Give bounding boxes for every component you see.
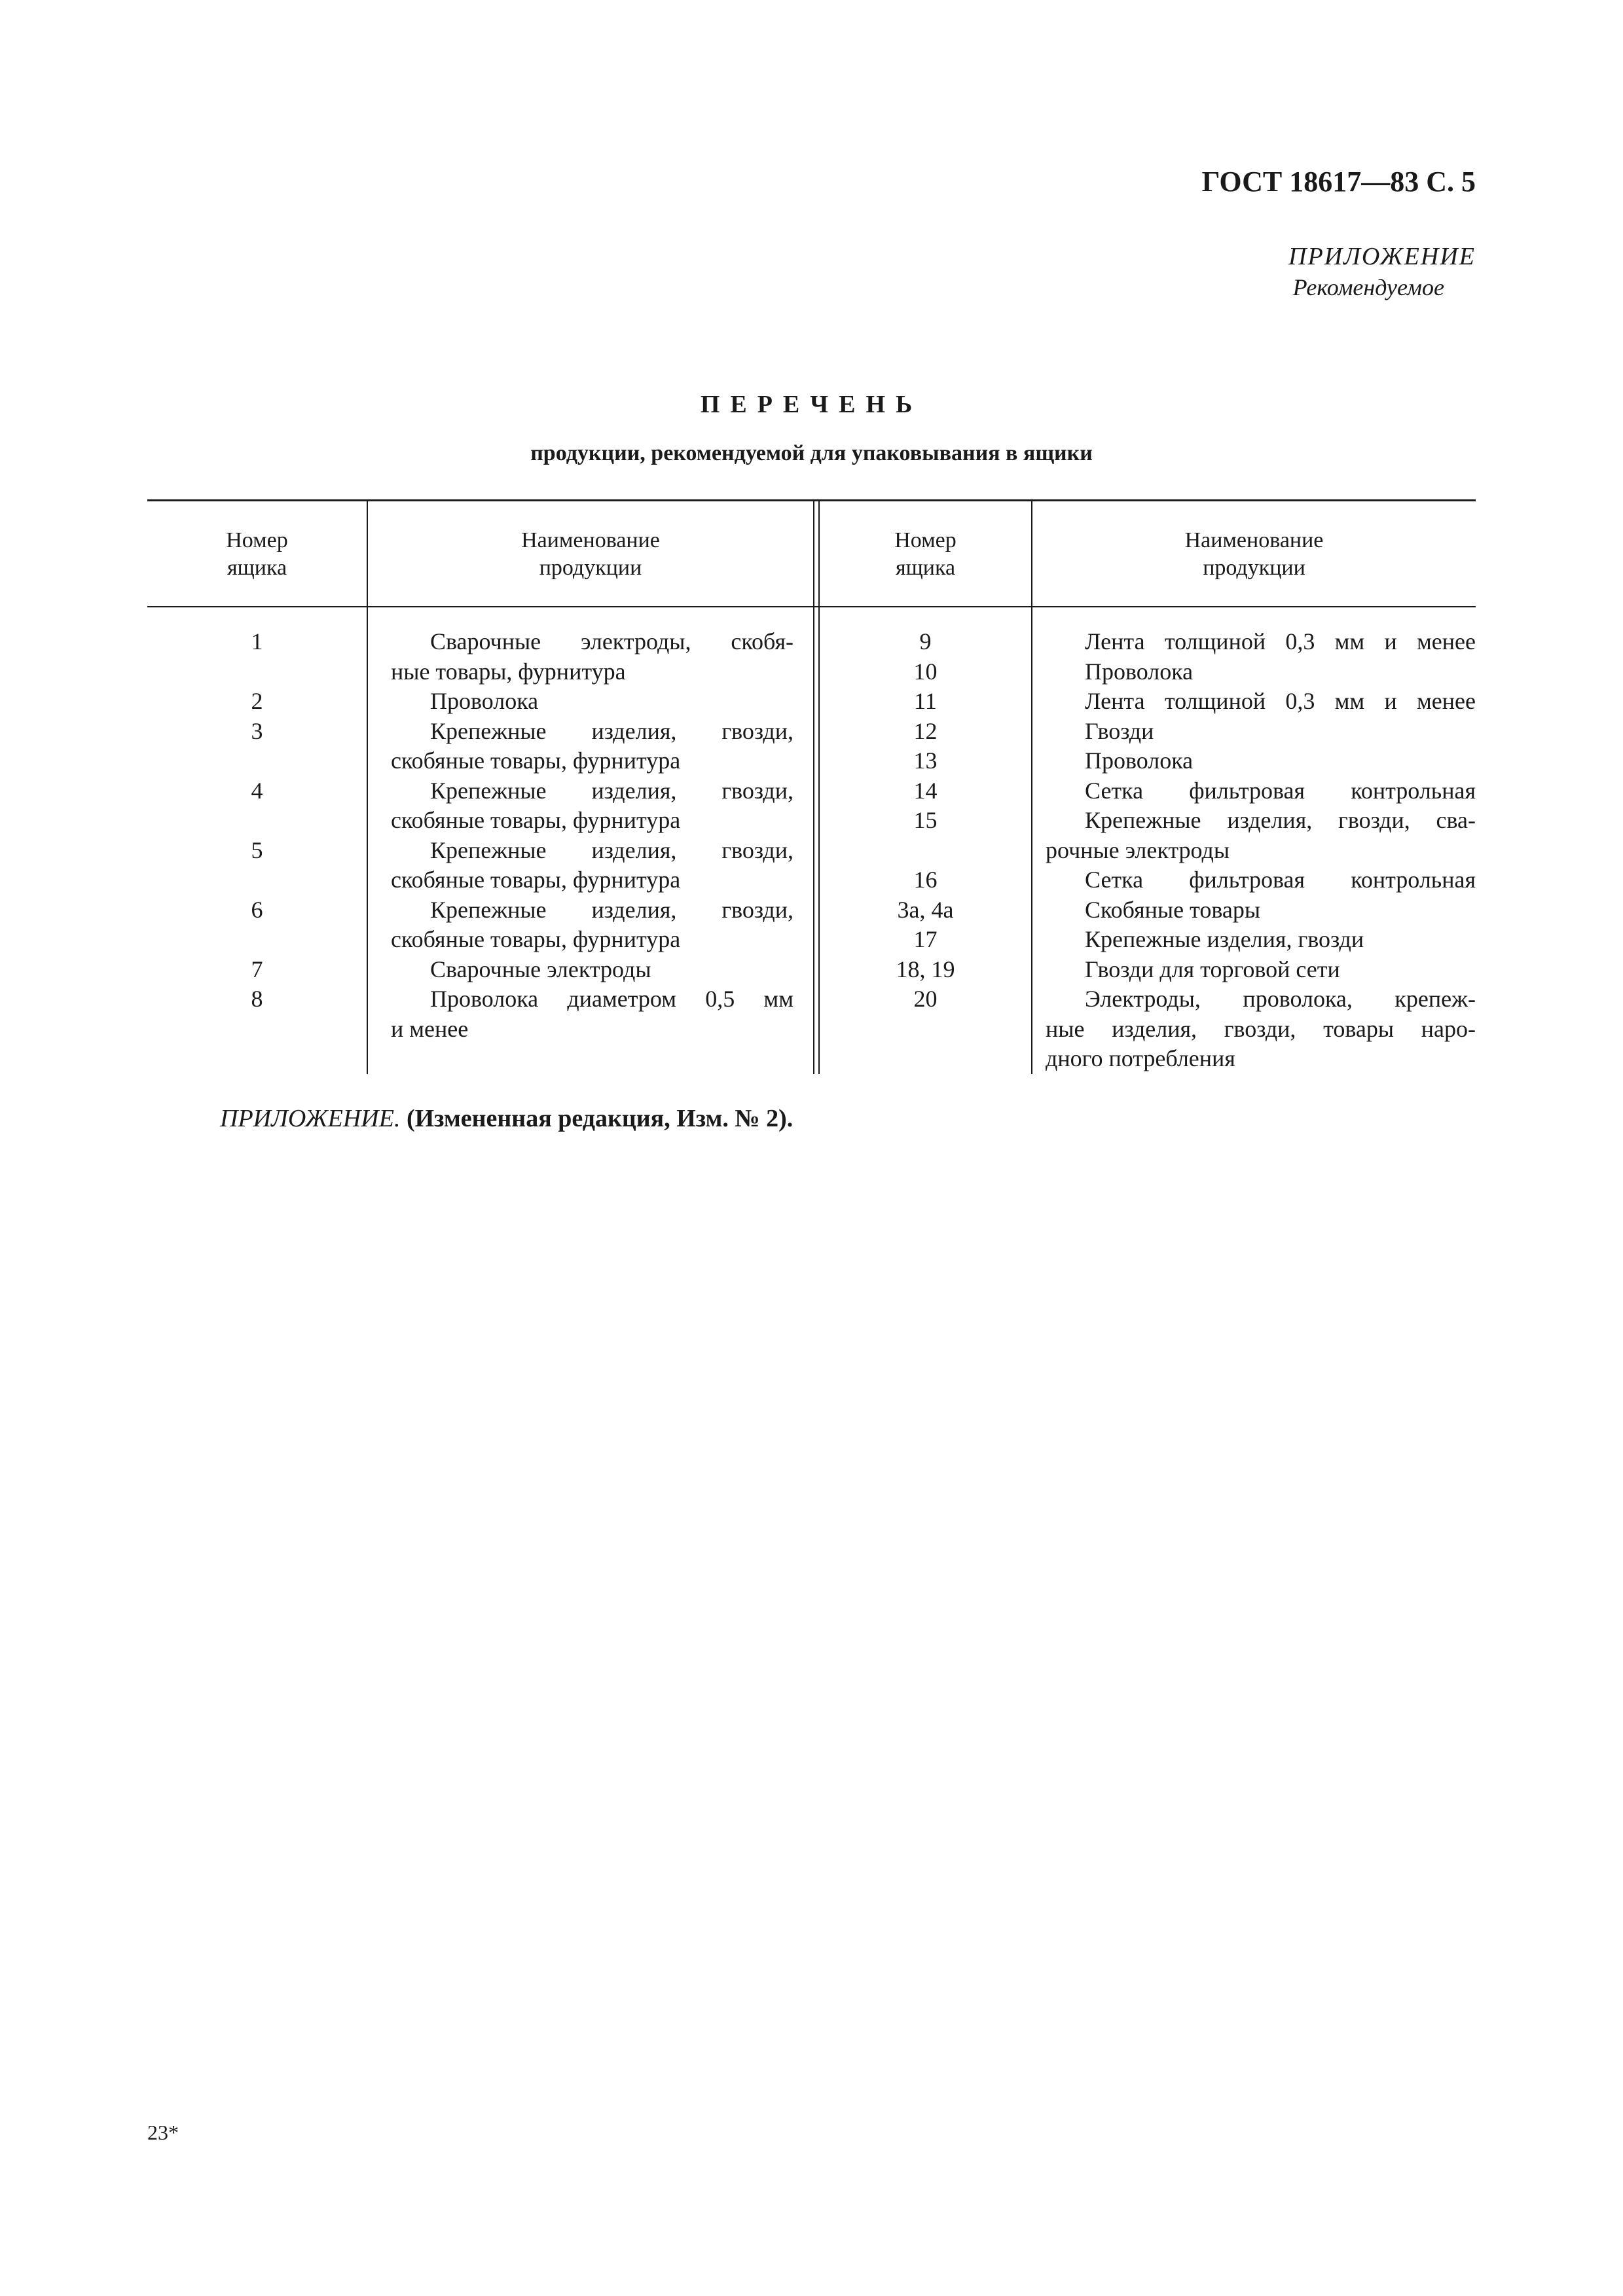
product-name-column-left	[391, 627, 793, 1044]
box-number-cell: 11	[914, 688, 937, 714]
product-name-line: рочные электроды	[1046, 836, 1230, 863]
box-number-cell	[820, 1014, 1031, 1045]
box-number-cell: 20	[913, 986, 938, 1012]
revision-note-text: (Измененная редакция, Изм. № 2).	[406, 1105, 793, 1132]
box-number-cell: 16	[913, 867, 938, 893]
box-number-cell: 15	[913, 807, 938, 833]
column-divider	[367, 501, 368, 1074]
product-name-line: Крепежные изделия, гвозди,	[430, 896, 793, 923]
box-number-cell: 8	[251, 986, 263, 1012]
product-name-line: Сетка фильтровая контрольная	[1085, 777, 1476, 804]
product-name-line: Крепежные изделия, гвозди, сва-	[1085, 807, 1476, 833]
appendix-label: ПРИЛОЖЕНИЕ	[1288, 243, 1476, 270]
appendix-status: Рекомендуемое	[1292, 274, 1444, 300]
product-name-line: Крепежные изделия, гвозди,	[430, 836, 793, 863]
product-name-line: скобяные товары, фурнитура	[391, 807, 681, 833]
product-table	[147, 499, 1476, 1075]
box-number-cell: 14	[913, 777, 938, 804]
product-name-line: и менее	[391, 1015, 469, 1042]
table-header-rule	[147, 606, 1476, 607]
revision-note-label: ПРИЛОЖЕНИЕ.	[220, 1105, 401, 1132]
document-subtitle: продукции, рекомендуемой для упаковывания в ящики	[530, 441, 1093, 465]
product-name-line: Крепежные изделия, гвозди,	[430, 717, 793, 744]
box-number-cell: 9	[919, 628, 932, 655]
product-name-line: скобяные товары, фурнитура	[391, 867, 681, 893]
product-name-line: дного потребления	[1046, 1045, 1235, 1071]
header-product-name-left: Наименование продукции	[521, 528, 660, 580]
product-name-line: Проволока диаметром 0,5 мм	[430, 986, 793, 1012]
box-number-cell: 4	[251, 777, 263, 804]
product-name-column-right	[1046, 627, 1476, 1074]
box-number-column-left	[147, 627, 367, 1044]
box-number-cell: 2	[251, 688, 263, 714]
product-name-line: Крепежные изделия, гвозди	[1085, 926, 1364, 952]
header-box-number-right: Номер ящика	[894, 528, 957, 580]
product-name-line: ные товары, фурнитура	[391, 658, 626, 685]
product-name-line: Гвозди	[1085, 717, 1154, 744]
product-name-line: Лента толщиной 0,3 мм и менее	[1085, 688, 1476, 714]
box-number-cell	[147, 1014, 367, 1045]
column-divider-double-left	[813, 501, 814, 1074]
box-number-cell	[147, 925, 367, 955]
box-number-cell	[820, 836, 1031, 866]
box-number-cell	[147, 657, 367, 687]
product-name-line: скобяные товары, фурнитура	[391, 747, 681, 774]
box-number-cell: 18, 19	[896, 956, 955, 982]
header-box-number-left: Номер ящика	[226, 528, 288, 580]
box-number-cell	[147, 746, 367, 776]
box-number-cell	[147, 865, 367, 895]
box-number-cell: 3а, 4а	[897, 896, 954, 923]
product-name-line: Проволока	[1085, 658, 1194, 685]
box-number-cell: 17	[913, 926, 938, 952]
document-title: ПЕРЕЧЕНЬ	[700, 391, 923, 418]
box-number-column-right	[820, 627, 1031, 1074]
box-number-cell	[820, 1044, 1031, 1074]
product-name-line: Сварочные электроды	[430, 956, 651, 982]
box-number-cell: 10	[913, 658, 938, 685]
box-number-cell: 5	[251, 836, 263, 863]
product-name-line: ные изделия, гвозди, товары наро-	[1046, 1015, 1476, 1042]
product-name-line: Проволока	[430, 688, 539, 714]
product-name-line: Сварочные электроды, скобя-	[430, 628, 793, 655]
revision-note	[220, 1104, 793, 1133]
box-number-cell: 12	[913, 717, 938, 744]
product-name-line: Лента толщиной 0,3 мм и менее	[1085, 628, 1476, 655]
product-name-line: скобяные товары, фурнитура	[391, 926, 681, 952]
product-name-line: Крепежные изделия, гвозди,	[430, 777, 793, 804]
box-number-cell: 3	[251, 717, 263, 744]
product-name-line: Электроды, проволока, крепеж-	[1085, 986, 1476, 1012]
page-mark: 23*	[147, 2121, 179, 2144]
header-product-name-right: Наименование продукции	[1184, 528, 1324, 580]
box-number-cell: 7	[251, 956, 263, 982]
product-name-line: Сетка фильтровая контрольная	[1085, 867, 1476, 893]
box-number-cell	[147, 806, 367, 836]
product-name-line: Проволока	[1085, 747, 1194, 774]
product-name-line: Скобяные товары	[1085, 896, 1261, 923]
box-number-cell: 13	[913, 747, 938, 774]
box-number-cell: 6	[251, 896, 263, 923]
box-number-cell: 1	[251, 628, 263, 655]
table-top-rule	[147, 499, 1476, 501]
document-code: ГОСТ 18617—83 С. 5	[1201, 166, 1476, 198]
column-divider	[1031, 501, 1032, 1074]
product-name-line: Гвозди для торговой сети	[1085, 956, 1340, 982]
